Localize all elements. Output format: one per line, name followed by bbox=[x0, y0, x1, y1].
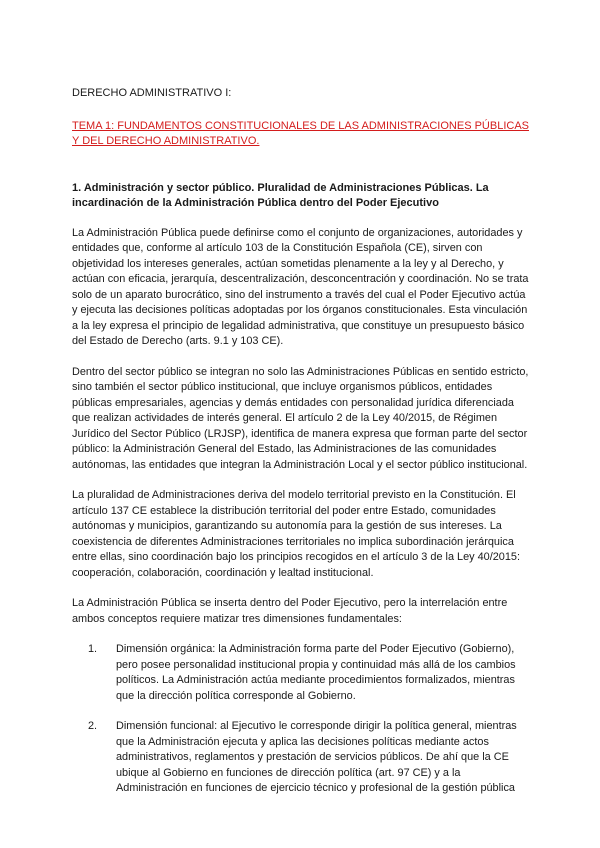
list-item-number: 2. bbox=[88, 720, 98, 732]
list-item-number: 1. bbox=[88, 643, 98, 655]
dimensions-list bbox=[72, 642, 530, 797]
list-item bbox=[72, 719, 530, 797]
paragraph-public-sector: Dentro del sector público se integran no solo las Administraciones Públicas en sentido estricto, sino también el sector público institucional, que incluye organismos públicos, entidades públicas empresariales, agencias y demás entidades con personalidad jurídica diferenciada que realizan actividades de interés general. El artículo 2 de la Ley 40/2015, de Régimen Jurídico del Sector Público (LRJSP), identifica de manera expresa que forman parte del sector público: la Administración General del Estado, las Administraciones de las comunidades autónomas, las entidades que integran la Administración Local y el sector público institucional. bbox=[72, 365, 529, 471]
section-heading: 1. Administración y sector público. Pluralidad de Administraciones Públicas. La incardinación de la Administración Pública dentro del Poder Ejecutivo bbox=[72, 181, 489, 209]
paragraph-definition: La Administración Pública puede definirse como el conjunto de organizaciones, autoridades y entidades que, conforme al artículo 103 de la Constitución Española (CE), sirven con objetividad los intereses generales, actúan sometidas plenamente a la ley y al Derecho, y actúan con eficacia, jerarquía, descentralización, desconcentración y coordinación. No se trata solo de un aparato burocrático, sino del instrumento a través del cual el Poder Ejecutivo actúa y ejecuta las decisiones políticas adoptadas por los órganos constitucionales. Esta vinculación a la ley expresa el principio de legalidad administrativa, que constituye un presupuesto básico del Estado de Derecho (arts. 9.1 y 103 CE). bbox=[72, 226, 529, 347]
paragraph-executive: La Administración Pública se inserta dentro del Poder Ejecutivo, pero la interrelación entre ambos conceptos requiere matizar tres dimensiones fundamentales: bbox=[72, 597, 508, 625]
list-item-text: Dimensión funcional: al Ejecutivo le corresponde dirigir la política general, mientras que la Administración ejecuta y aplica las decisiones políticas mediante actos administrativos, reglamentos y prestación de servicios públicos. De ahí que la CE ubique al Gobierno en funciones de dirección política (art. 97 CE) y a la Administración en funciones de ejercicio técnico y profesional de la gestión pública bbox=[116, 720, 517, 794]
list-item-text: Dimensión orgánica: la Administración forma parte del Poder Ejecutivo (Gobierno), pero posee personalidad institucional propia y continuidad más allá de los cambios políticos. La Administración actúa mediante procedimientos formalizados, mientras que la dirección política corresponde al Gobierno. bbox=[116, 643, 516, 702]
topic-title: TEMA 1: FUNDAMENTOS CONSTITUCIONALES DE LAS ADMINISTRACIONES PÚBLICAS Y DEL DERECHO ADMINISTRATIVO. bbox=[72, 119, 529, 147]
course-title: DERECHO ADMINISTRATIVO I: bbox=[72, 87, 232, 99]
list-item bbox=[72, 642, 530, 704]
paragraph-plurality: La pluralidad de Administraciones deriva del modelo territorial previsto en la Constitución. El artículo 137 CE establece la distribución territorial del poder entre Estado, comunidades autónomas y municipios, garantizando su autonomía para la gestión de sus intereses. La coexistencia de diferentes Administraciones territoriales no implica subordinación jerárquica entre ellas, sino coordinación bajo los principios recogidos en el artículo 3 de la Ley 40/2015: cooperación, colaboración, coordinación y lealtad institucional. bbox=[72, 489, 521, 579]
